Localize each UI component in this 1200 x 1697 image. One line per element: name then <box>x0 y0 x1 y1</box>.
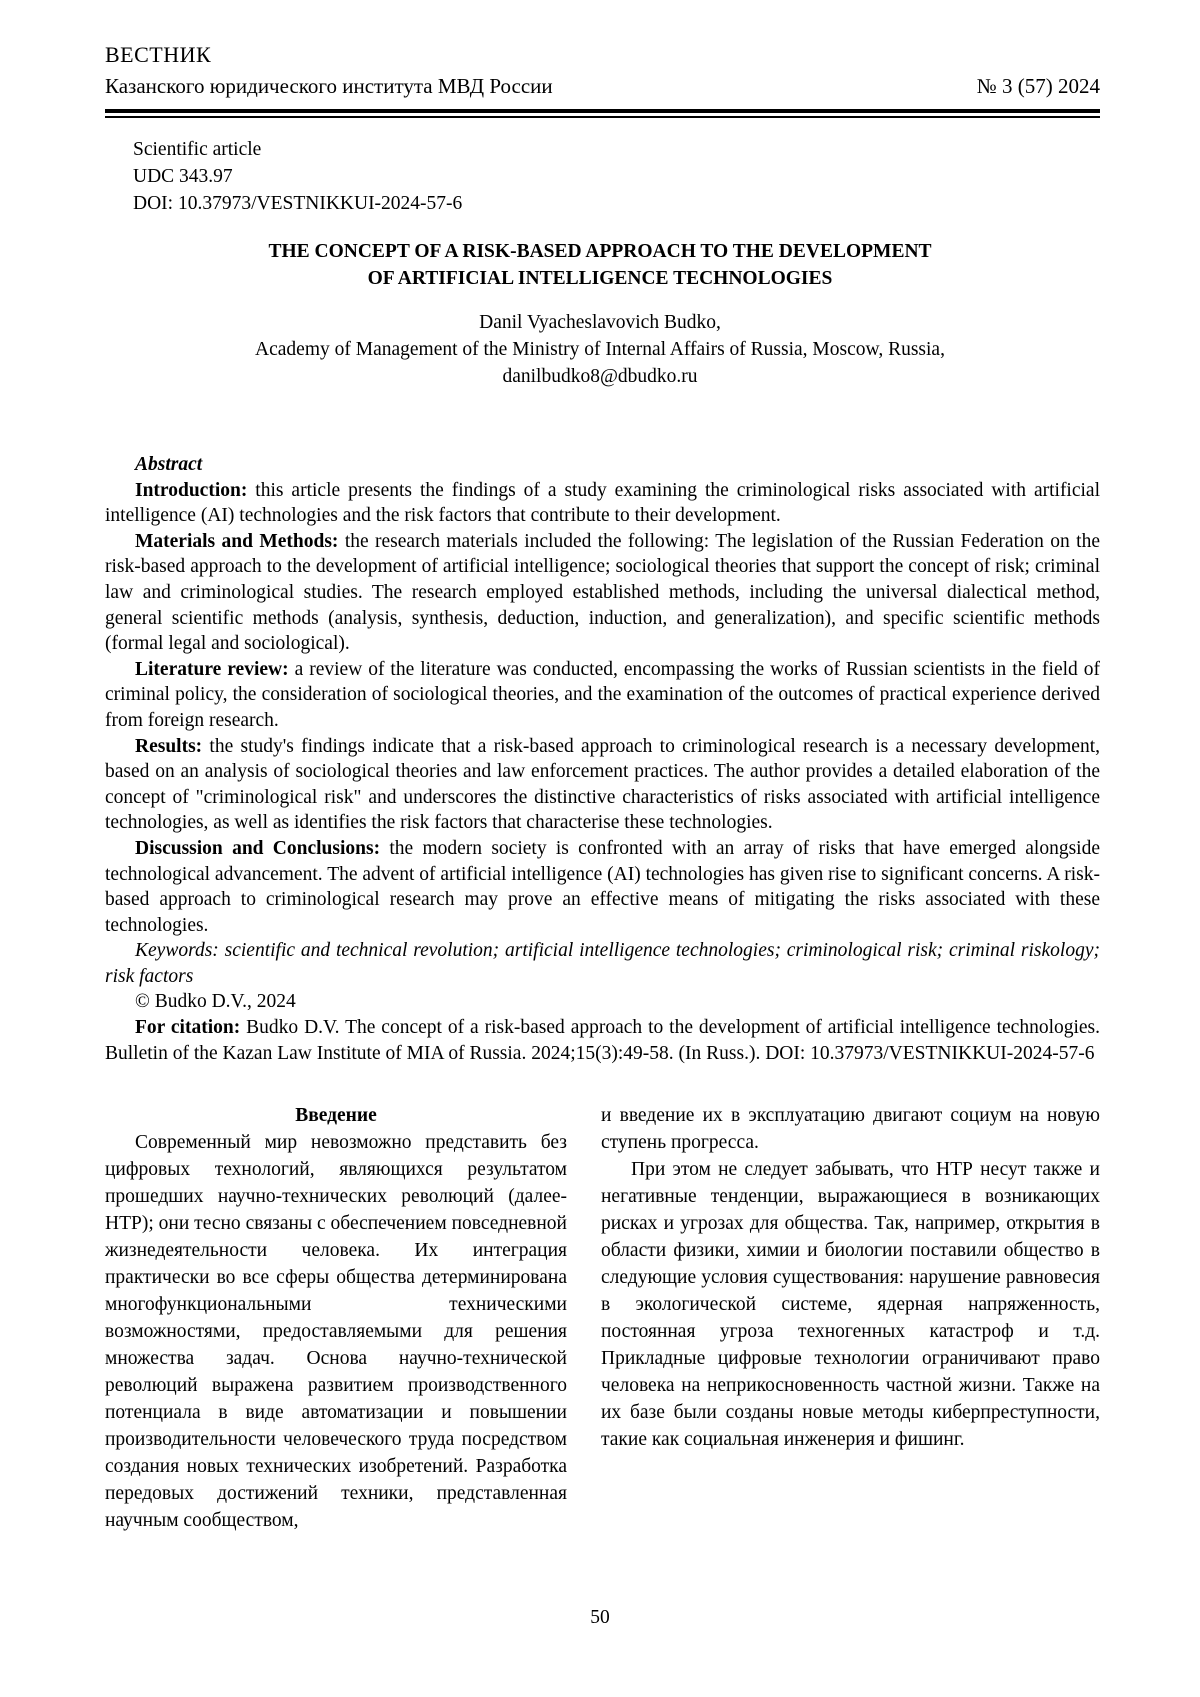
left-column-paragraph: Современный мир невозможно представить без цифровых технологий, являющихся результатом прошедших научно-технических революций (далее-НТР); они тесно связаны с обеспечением повседневной жизнедеятельности человека. Их интеграция практически во все сферы общества детерминирована многофункциональными техническими возможностями, предоставляемыми для решения множества задач. Основа научно-технической революций выражена развитием производственного потенциала в виде автоматизации и повышении производительности человеческого труда посредством создания новых технических изобретений. Разработка передовых достижений техники, представленная научным сообществом, <box>105 1132 567 1532</box>
abstract-results-label: Results: <box>135 735 203 757</box>
author-affiliation: Academy of Management of the Ministry of Internal Affairs of Russia, Moscow, Russia, <box>255 339 945 360</box>
abstract-materials-methods-text: the research materials included the following: The legislation of the Russian Federation on the risk-based approach to the development of artificial intelligence; sociological theories that support the concept of risk; criminal law and criminological studies. The research employed established methods, including the universal dialectical method, general scientific methods (analysis, synthesis, deduction, induction, and generalization), and specific scientific methods (formal legal and sociological). <box>105 530 1100 655</box>
issue-number: № 3 (57) 2024 <box>976 74 1100 98</box>
masthead-left <box>105 40 553 102</box>
keywords-label: Keywords: <box>135 940 219 962</box>
abstract-discussion-conclusions-label: Discussion and Conclusions: <box>135 837 381 859</box>
for-citation-text: Budko D.V. The concept of a risk-based approach to the development of artificial intelligence technologies. Bulletin of the Kazan Law Institute of MIA of Russia. 2024;15(3):49-58. (In Russ.). DOI: 10.37973/VESTNIKKUI-2024-57-6 <box>105 1017 1101 1064</box>
abstract-introduction-label: Introduction: <box>135 479 248 501</box>
abstract-literature-review-label: Literature review: <box>135 658 289 680</box>
abstract-heading: Abstract <box>135 454 203 475</box>
left-column <box>105 1102 567 1534</box>
article-title-line2: OF ARTIFICIAL INTELLIGENCE TECHNOLOGIES <box>367 268 833 289</box>
article-title-line1: THE CONCEPT OF A RISK-BASED APPROACH TO THE DEVELOPMENT <box>268 241 932 262</box>
abstract-section <box>105 452 1100 1066</box>
copyright-line: © Budko D.V., 2024 <box>135 991 296 1013</box>
introduction-heading: Введение <box>295 1105 377 1127</box>
for-citation-line <box>105 1015 1100 1066</box>
article-title <box>0 238 1200 292</box>
author-email: danilbudko8@dbudko.ru <box>502 366 698 387</box>
abstract-discussion-conclusions <box>105 836 1100 938</box>
right-column-paragraph: При этом не следует забывать, что НТР несут также и негативные тенденции, выражающиеся в возникающих рисках и угрозах для общества. Так, например, открытия в области физики, химии и биологии поставили общество в следующие условия существования: нарушение равновесия в экологической системе, ядерная напряженность, постоянная угроза техногенных катастроф и т.д. Прикладные цифровые технологии ограничивают право человека на неприкосновенность частной жизни. Также на их базе были созданы новые методы киберпреступности, такие как социальная инженерия и фишинг. <box>601 1159 1100 1451</box>
article-udc: UDC 343.97 <box>133 166 233 187</box>
for-citation-label: For citation: <box>135 1017 241 1039</box>
journal-subtitle: Казанского юридического института МВД России <box>105 74 553 98</box>
abstract-literature-review-text: a review of the literature was conducted, encompassing the works of Russian scientists in the field of criminal policy, the consideration of sociological theories, and the examination of the outcomes of practical experience derived from foreign research. <box>105 658 1100 731</box>
right-column <box>601 1102 1100 1534</box>
author-name: Danil Vyacheslavovich Budko, <box>479 312 721 333</box>
keywords-text: scientific and technical revolution; artificial intelligence technologies; criminological risk; criminal riskology; risk factors <box>105 940 1100 987</box>
journal-name: ВЕСТНИК <box>105 42 212 67</box>
right-column-continuation: и введение их в эксплуатацию двигают социум на новую ступень прогресса. <box>601 1105 1100 1154</box>
abstract-materials-methods-label: Materials and Methods: <box>135 530 339 552</box>
article-type: Scientific article <box>133 139 262 160</box>
author-block <box>0 309 1200 390</box>
article-doi: DOI: 10.37973/VESTNIKKUI-2024-57-6 <box>133 193 463 214</box>
article-meta <box>133 136 1100 217</box>
abstract-introduction <box>105 478 1100 529</box>
abstract-results-text: the study's findings indicate that a risk-based approach to criminological research is a necessary development, based on an analysis of sociological theories and law enforcement practices. The author provides a detailed elaboration of the concept of "criminological risk" and underscores the distinctive characteristics of risks associated with artificial intelligence technologies, as well as identifies the risk factors that characterise these technologies. <box>105 735 1100 834</box>
journal-masthead <box>0 0 1200 118</box>
keywords-line <box>105 938 1100 989</box>
abstract-discussion-conclusions-text: the modern society is confronted with an array of risks that have emerged alongside technological advancement. The advent of artificial intelligence (AI) technologies has given rise to significant concerns. A risk-based approach to criminological research may prove an effective means of mitigating the risks associated with these technologies. <box>105 837 1101 936</box>
abstract-literature-review <box>105 657 1100 734</box>
body-columns <box>105 1102 1100 1534</box>
masthead-row <box>105 40 1100 102</box>
abstract-results <box>105 734 1100 836</box>
abstract-materials-methods <box>105 529 1100 657</box>
page-number: 50 <box>590 1607 610 1628</box>
header-double-rule <box>105 109 1100 118</box>
abstract-introduction-text: this article presents the findings of a study examining the criminological risks associated with artificial intelligence (AI) technologies and the risk factors that contribute to their development. <box>105 479 1100 527</box>
